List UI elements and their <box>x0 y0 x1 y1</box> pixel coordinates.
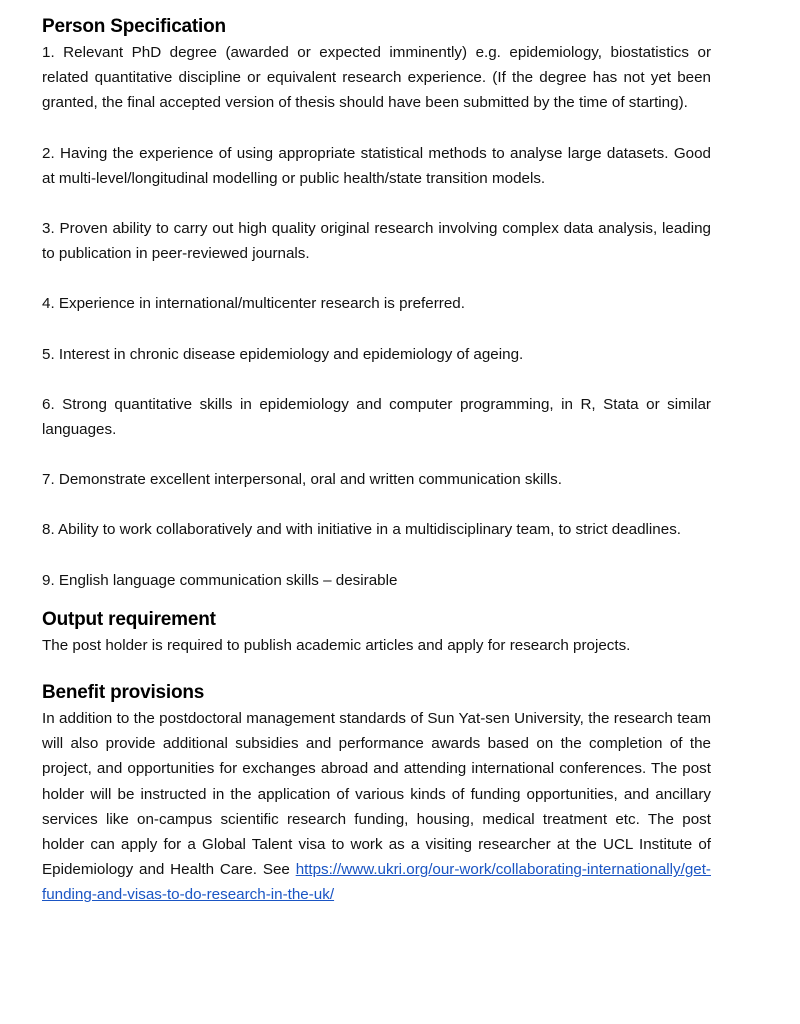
spec-item-8: 8. Ability to work collaboratively and with initiative in a multidisciplinary team, to strict deadlines. <box>42 521 682 539</box>
spec-item-5: 5. Interest in chronic disease epidemiology and epidemiology of ageing. <box>42 345 524 363</box>
spec-item-2: 2. Having the experience of using appropriate statistical methods to analyse large datasets. Good at multi-level/longitudinal modelling or public health/state transition models. <box>42 144 711 187</box>
ukri-funding-visas-link[interactable]: https://www.ukri.org/our-work/collaborating-internationally/get-funding-and-visas-to-do-research-in-the-uk/ <box>42 861 711 904</box>
benefit-provisions-paragraph <box>42 706 711 908</box>
benefit-provisions-text: In addition to the postdoctoral management standards of Sun Yat-sen University, the research team will also provide additional subsidies and performance awards based on the completion of the project, and opportunities for exchanges abroad and attending international conferences. The post holder will be instructed in the application of various kinds of funding opportunities, and ancillary services like on-campus scientific research funding, housing, medical treatment etc. The post holder can apply for a Global Talent visa to work as a visiting researcher at the UCL Institute of Epidemiology and Health Care. See <box>42 710 711 879</box>
spec-item-1: 1. Relevant PhD degree (awarded or expected imminently) e.g. epidemiology, biostatistics or related quantitative discipline or equivalent research experience. (If the degree has not yet been granted, the final accepted version of thesis should have been submitted by the time of starting). <box>42 44 711 112</box>
output-requirement-heading: Output requirement <box>42 608 216 630</box>
person-specification-section <box>42 14 711 593</box>
output-requirement-section <box>42 607 711 658</box>
benefit-provisions-heading: Benefit provisions <box>42 682 205 704</box>
spec-item-4: 4. Experience in international/multicenter research is preferred. <box>42 295 465 313</box>
spec-item-9: 9. English language communication skills – desirable <box>42 571 398 589</box>
output-requirement-text: The post holder is required to publish academic articles and apply for research projects. <box>42 636 631 654</box>
person-specification-heading: Person Specification <box>42 16 226 37</box>
spec-item-7: 7. Demonstrate excellent interpersonal, oral and written communication skills. <box>42 471 562 489</box>
spec-item-6: 6. Strong quantitative skills in epidemiology and computer programming, in R, Stata or similar languages. <box>42 395 711 439</box>
spec-item-3: 3. Proven ability to carry out high quality original research involving complex data analysis, leading to publication in peer-reviewed journals. <box>42 220 711 263</box>
benefit-provisions-section <box>42 680 711 908</box>
